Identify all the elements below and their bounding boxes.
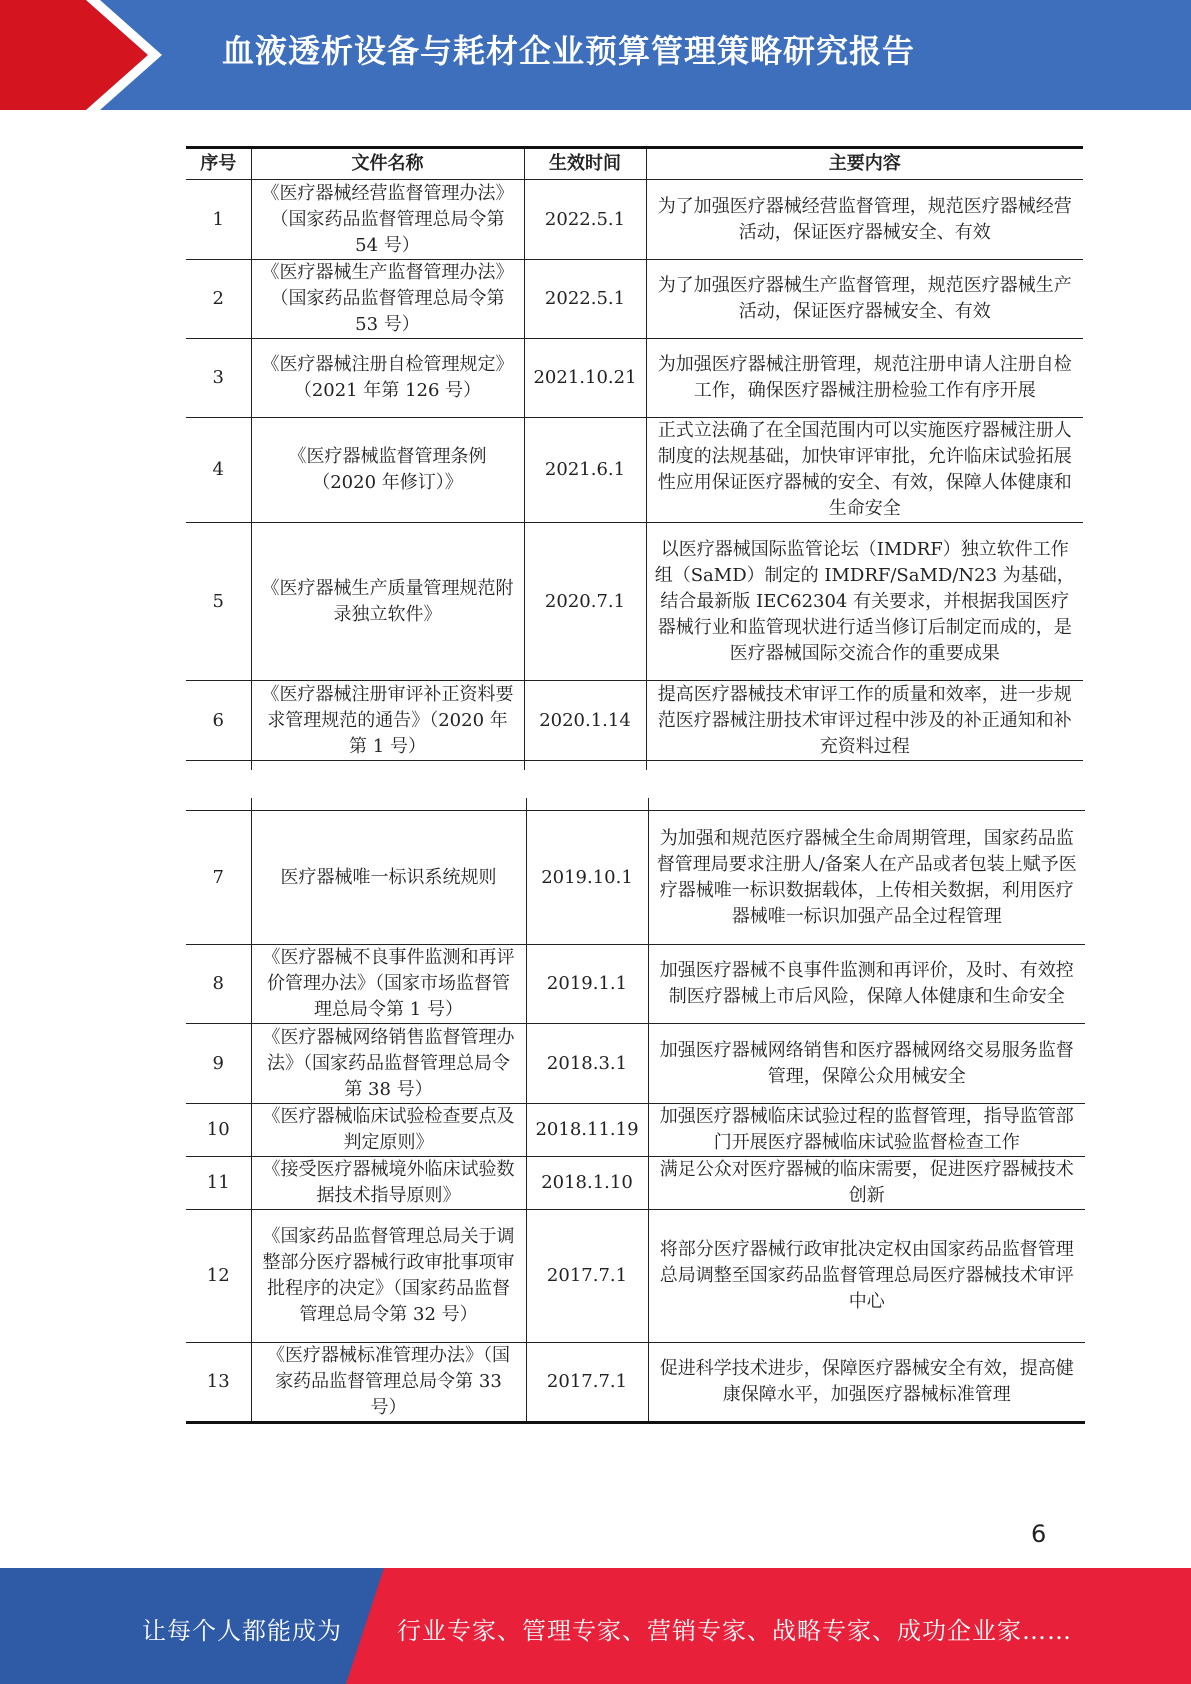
row-date: 2017.7.1 — [526, 1343, 648, 1423]
table-row — [186, 180, 1083, 260]
col-header-no: 序号 — [186, 148, 251, 180]
row-content: 将部分医疗器械行政审批决定权由国家药品监督管理总局调整至国家药品监督管理总局医疗器械技术审评中心 — [648, 1210, 1085, 1343]
regulation-table-part1 — [186, 146, 1083, 761]
row-no: 9 — [186, 1024, 251, 1104]
row-no: 1 — [186, 180, 251, 260]
row-content: 提高医疗器械技术审评工作的质量和效率，进一步规范医疗器械注册技术审评过程中涉及的补正通知和补充资料过程 — [646, 681, 1083, 761]
row-date: 2019.1.1 — [526, 945, 648, 1024]
row-name: 《医疗器械不良事件监测和再评价管理办法》（国家市场监督管理总局令第 1 号） — [251, 945, 526, 1024]
footer-slogan-right: 行业专家、管理专家、营销专家、战略专家、成功企业家…… — [397, 1617, 1072, 1645]
row-name: 《医疗器械临床试验检查要点及判定原则》 — [251, 1104, 526, 1157]
table-row — [186, 339, 1083, 418]
row-no: 8 — [186, 945, 251, 1024]
row-date: 2022.5.1 — [524, 180, 646, 260]
col-header-date: 生效时间 — [524, 148, 646, 180]
row-name: 《医疗器械标准管理办法》（国家药品监督管理总局令第 33 号） — [251, 1343, 526, 1423]
table-row — [186, 1104, 1085, 1157]
row-no: 12 — [186, 1210, 251, 1343]
row-date: 2017.7.1 — [526, 1210, 648, 1343]
row-date: 2018.11.19 — [526, 1104, 648, 1157]
row-name: 《医疗器械注册自检管理规定》（2021 年第 126 号） — [251, 339, 524, 418]
row-content: 促进科学技术进步，保障医疗器械安全有效，提高健康保障水平，加强医疗器械标准管理 — [648, 1343, 1085, 1423]
row-date: 2022.5.1 — [524, 260, 646, 339]
row-date: 2018.3.1 — [526, 1024, 648, 1104]
table-row — [186, 523, 1083, 681]
row-content: 为加强和规范医疗器械全生命周期管理，国家药品监督管理局要求注册人/备案人在产品或者包装上赋予医疗器械唯一标识数据载体，上传相关数据，利用医疗器械唯一标识加强产品全过程管理 — [648, 811, 1085, 945]
footer-slogan-left: 让每个人都能成为 — [142, 1617, 342, 1645]
row-name: 《医疗器械经营监督管理办法》（国家药品监督管理总局令第 54 号） — [251, 180, 524, 260]
row-name: 《医疗器械网络销售监督管理办法》（国家药品监督管理总局令第 38 号） — [251, 1024, 526, 1104]
row-date: 2018.1.10 — [526, 1157, 648, 1210]
row-date: 2021.10.21 — [524, 339, 646, 418]
row-no: 11 — [186, 1157, 251, 1210]
row-name: 《医疗器械注册审评补正资料要求管理规范的通告》（2020 年第 1 号） — [251, 681, 524, 761]
table-row — [186, 945, 1085, 1024]
row-content: 加强医疗器械临床试验过程的监督管理，指导监管部门开展医疗器械临床试验监督检查工作 — [648, 1104, 1085, 1157]
row-no: 4 — [186, 418, 251, 523]
row-no: 3 — [186, 339, 251, 418]
page-number: 6 — [1031, 1520, 1047, 1548]
row-no: 7 — [186, 811, 251, 945]
row-no: 10 — [186, 1104, 251, 1157]
table-row — [186, 1157, 1085, 1210]
row-name: 医疗器械唯一标识系统规则 — [251, 811, 526, 945]
row-date: 2021.6.1 — [524, 418, 646, 523]
col-header-content: 主要内容 — [646, 148, 1083, 180]
page-footer — [0, 1568, 1191, 1684]
row-no: 2 — [186, 260, 251, 339]
table-row — [186, 811, 1085, 945]
row-date: 2020.7.1 — [524, 523, 646, 681]
page-header — [0, 0, 1191, 110]
row-no: 5 — [186, 523, 251, 681]
report-title: 血液透析设备与耗材企业预算管理策略研究报告 — [222, 32, 916, 70]
row-name: 《医疗器械生产监督管理办法》（国家药品监督管理总局令第 53 号） — [251, 260, 524, 339]
row-name: 《医疗器械监督管理条例（2020 年修订）》 — [251, 418, 524, 523]
table-break-top-stubs — [186, 758, 1083, 770]
row-content: 为了加强医疗器械生产监督管理，规范医疗器械生产活动，保证医疗器械安全、有效 — [646, 260, 1083, 339]
table-row — [186, 681, 1083, 761]
table-header-row — [186, 148, 1083, 180]
row-content: 加强医疗器械不良事件监测和再评价，及时、有效控制医疗器械上市后风险，保障人体健康和生命安全 — [648, 945, 1085, 1024]
table-row — [186, 1024, 1085, 1104]
row-name: 《国家药品监督管理总局关于调整部分医疗器械行政审批事项审批程序的决定》（国家药品监督管理总局令第 32 号） — [251, 1210, 526, 1343]
table-row — [186, 1210, 1085, 1343]
row-content: 加强医疗器械网络销售和医疗器械网络交易服务监督管理，保障公众用械安全 — [648, 1024, 1085, 1104]
table-row — [186, 260, 1083, 339]
row-name: 《接受医疗器械境外临床试验数据技术指导原则》 — [251, 1157, 526, 1210]
row-content: 以医疗器械国际监管论坛（IMDRF）独立软件工作组（SaMD）制定的 IMDRF/SaMD/N23 为基础，结合最新版 IEC62304 有关要求，并根据我国医疗器械行业和监管现状进行适当修订后制定而成的，是医疗器械国际交流合作的重要成果 — [646, 523, 1083, 681]
regulation-table-part2 — [186, 810, 1085, 1424]
row-date: 2019.10.1 — [526, 811, 648, 945]
row-no: 13 — [186, 1343, 251, 1423]
row-content: 正式立法确了在全国范围内可以实施医疗器械注册人制度的法规基础，加快审评审批，允许临床试验拓展性应用保证医疗器械的安全、有效，保障人体健康和生命安全 — [646, 418, 1083, 523]
table-break-bottom-stubs — [186, 798, 1085, 810]
row-content: 为加强医疗器械注册管理，规范注册申请人注册自检工作，确保医疗器械注册检验工作有序开展 — [646, 339, 1083, 418]
row-name: 《医疗器械生产质量管理规范附录独立软件》 — [251, 523, 524, 681]
row-no: 6 — [186, 681, 251, 761]
row-content: 满足公众对医疗器械的临床需要，促进医疗器械技术创新 — [648, 1157, 1085, 1210]
row-date: 2020.1.14 — [524, 681, 646, 761]
row-content: 为了加强医疗器械经营监督管理，规范医疗器械经营活动，保证医疗器械安全、有效 — [646, 180, 1083, 260]
table-row — [186, 418, 1083, 523]
table-row — [186, 1343, 1085, 1423]
col-header-name: 文件名称 — [251, 148, 524, 180]
